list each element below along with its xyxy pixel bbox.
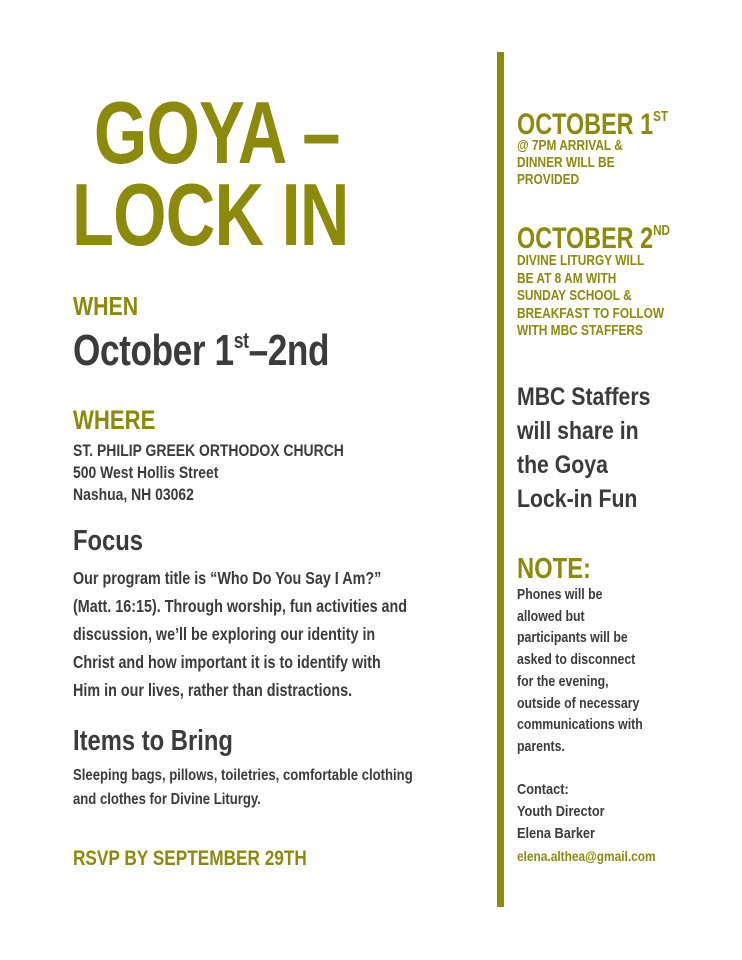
note-line: for the evening, [517, 672, 609, 690]
focus-line: (Matt. 16:15). Through worship, fun activities and [73, 596, 408, 616]
contact-label: Contact: [517, 781, 569, 798]
title-line-1: GOYA – [93, 83, 340, 182]
mbc-line: Lock-in Fun [517, 485, 638, 513]
where-line: ST. PHILIP GREEK ORTHODOX CHURCH [73, 441, 344, 460]
oct2-line: BE AT 8 AM WITH [517, 270, 617, 287]
note-line: asked to disconnect [517, 651, 636, 669]
contact-role: Youth Director [517, 803, 605, 820]
where-line: 500 West Hollis Street [73, 463, 219, 482]
oct2-date: OCTOBER 2 [517, 222, 654, 255]
items-line: and clothes for Divine Liturgy. [73, 791, 261, 808]
when-label: WHEN [73, 291, 139, 321]
title-line-2: LOCK IN [72, 165, 349, 264]
when-value [73, 326, 329, 376]
mbc-line: will share in [517, 417, 639, 445]
oct2-line: DIVINE LITURGY WILL [517, 253, 645, 269]
oct2-line: WITH MBC STAFFERS [517, 323, 643, 339]
where-line: Nashua, NH 03062 [73, 485, 194, 504]
flyer-title [72, 83, 384, 264]
items-label: Items to Bring [73, 725, 233, 757]
oct1-line: PROVIDED [517, 172, 580, 188]
note-line: communications with [517, 716, 643, 734]
oct1-sup: ST [653, 108, 669, 125]
focus-label: Focus [73, 525, 144, 557]
where-address [73, 440, 344, 506]
oct1-date: OCTOBER 1 [517, 108, 654, 141]
oct2-sup: ND [653, 222, 671, 239]
mbc-line: the Goya [517, 451, 608, 479]
contact-name: Elena Barker [517, 825, 595, 842]
oct1-line: @ 7PM ARRIVAL & [517, 138, 623, 154]
vertical-divider [497, 52, 504, 907]
focus-line: Him in our lives, rather than distractions. [73, 680, 353, 700]
focus-line: discussion, we’ll be exploring our identity in [73, 624, 376, 644]
note-label: NOTE: [517, 553, 591, 585]
oct1-line: DINNER WILL BE [517, 155, 615, 171]
note-line: Phones will be [517, 586, 603, 603]
mbc-line: MBC Staffers [517, 383, 651, 411]
note-text [517, 584, 643, 758]
oct2-line: SUNDAY SCHOOL & [517, 288, 632, 304]
items-line: Sleeping bags, pillows, toiletries, comfortable clothing [73, 767, 413, 784]
rsvp-text: RSVP BY SEPTEMBER 29TH [73, 847, 307, 870]
mbc-staffers-note [517, 380, 650, 516]
items-text [73, 764, 413, 812]
oct1-details [517, 138, 623, 189]
oct1-heading [517, 108, 668, 142]
note-line: outside of necessary [517, 694, 640, 712]
note-line: participants will be [517, 629, 628, 647]
focus-text [73, 564, 450, 704]
oct2-line: BREAKFAST TO FOLLOW [517, 305, 665, 322]
note-line: allowed but [517, 607, 585, 625]
focus-line: Our program title is “Who Do You Say I Am?” [73, 568, 382, 588]
note-line: parents. [517, 737, 565, 755]
when-value-end: –2nd [248, 326, 330, 375]
oct2-details [517, 253, 664, 341]
when-value-sup: st [233, 328, 249, 353]
contact-email[interactable]: elena.althea@gmail.com [517, 848, 656, 864]
focus-line: Christ and how important it is to identify with [73, 652, 381, 672]
contact-block [517, 779, 656, 867]
where-label: WHERE [73, 405, 156, 435]
when-value-start: October 1 [73, 326, 234, 375]
oct2-heading [517, 222, 670, 256]
